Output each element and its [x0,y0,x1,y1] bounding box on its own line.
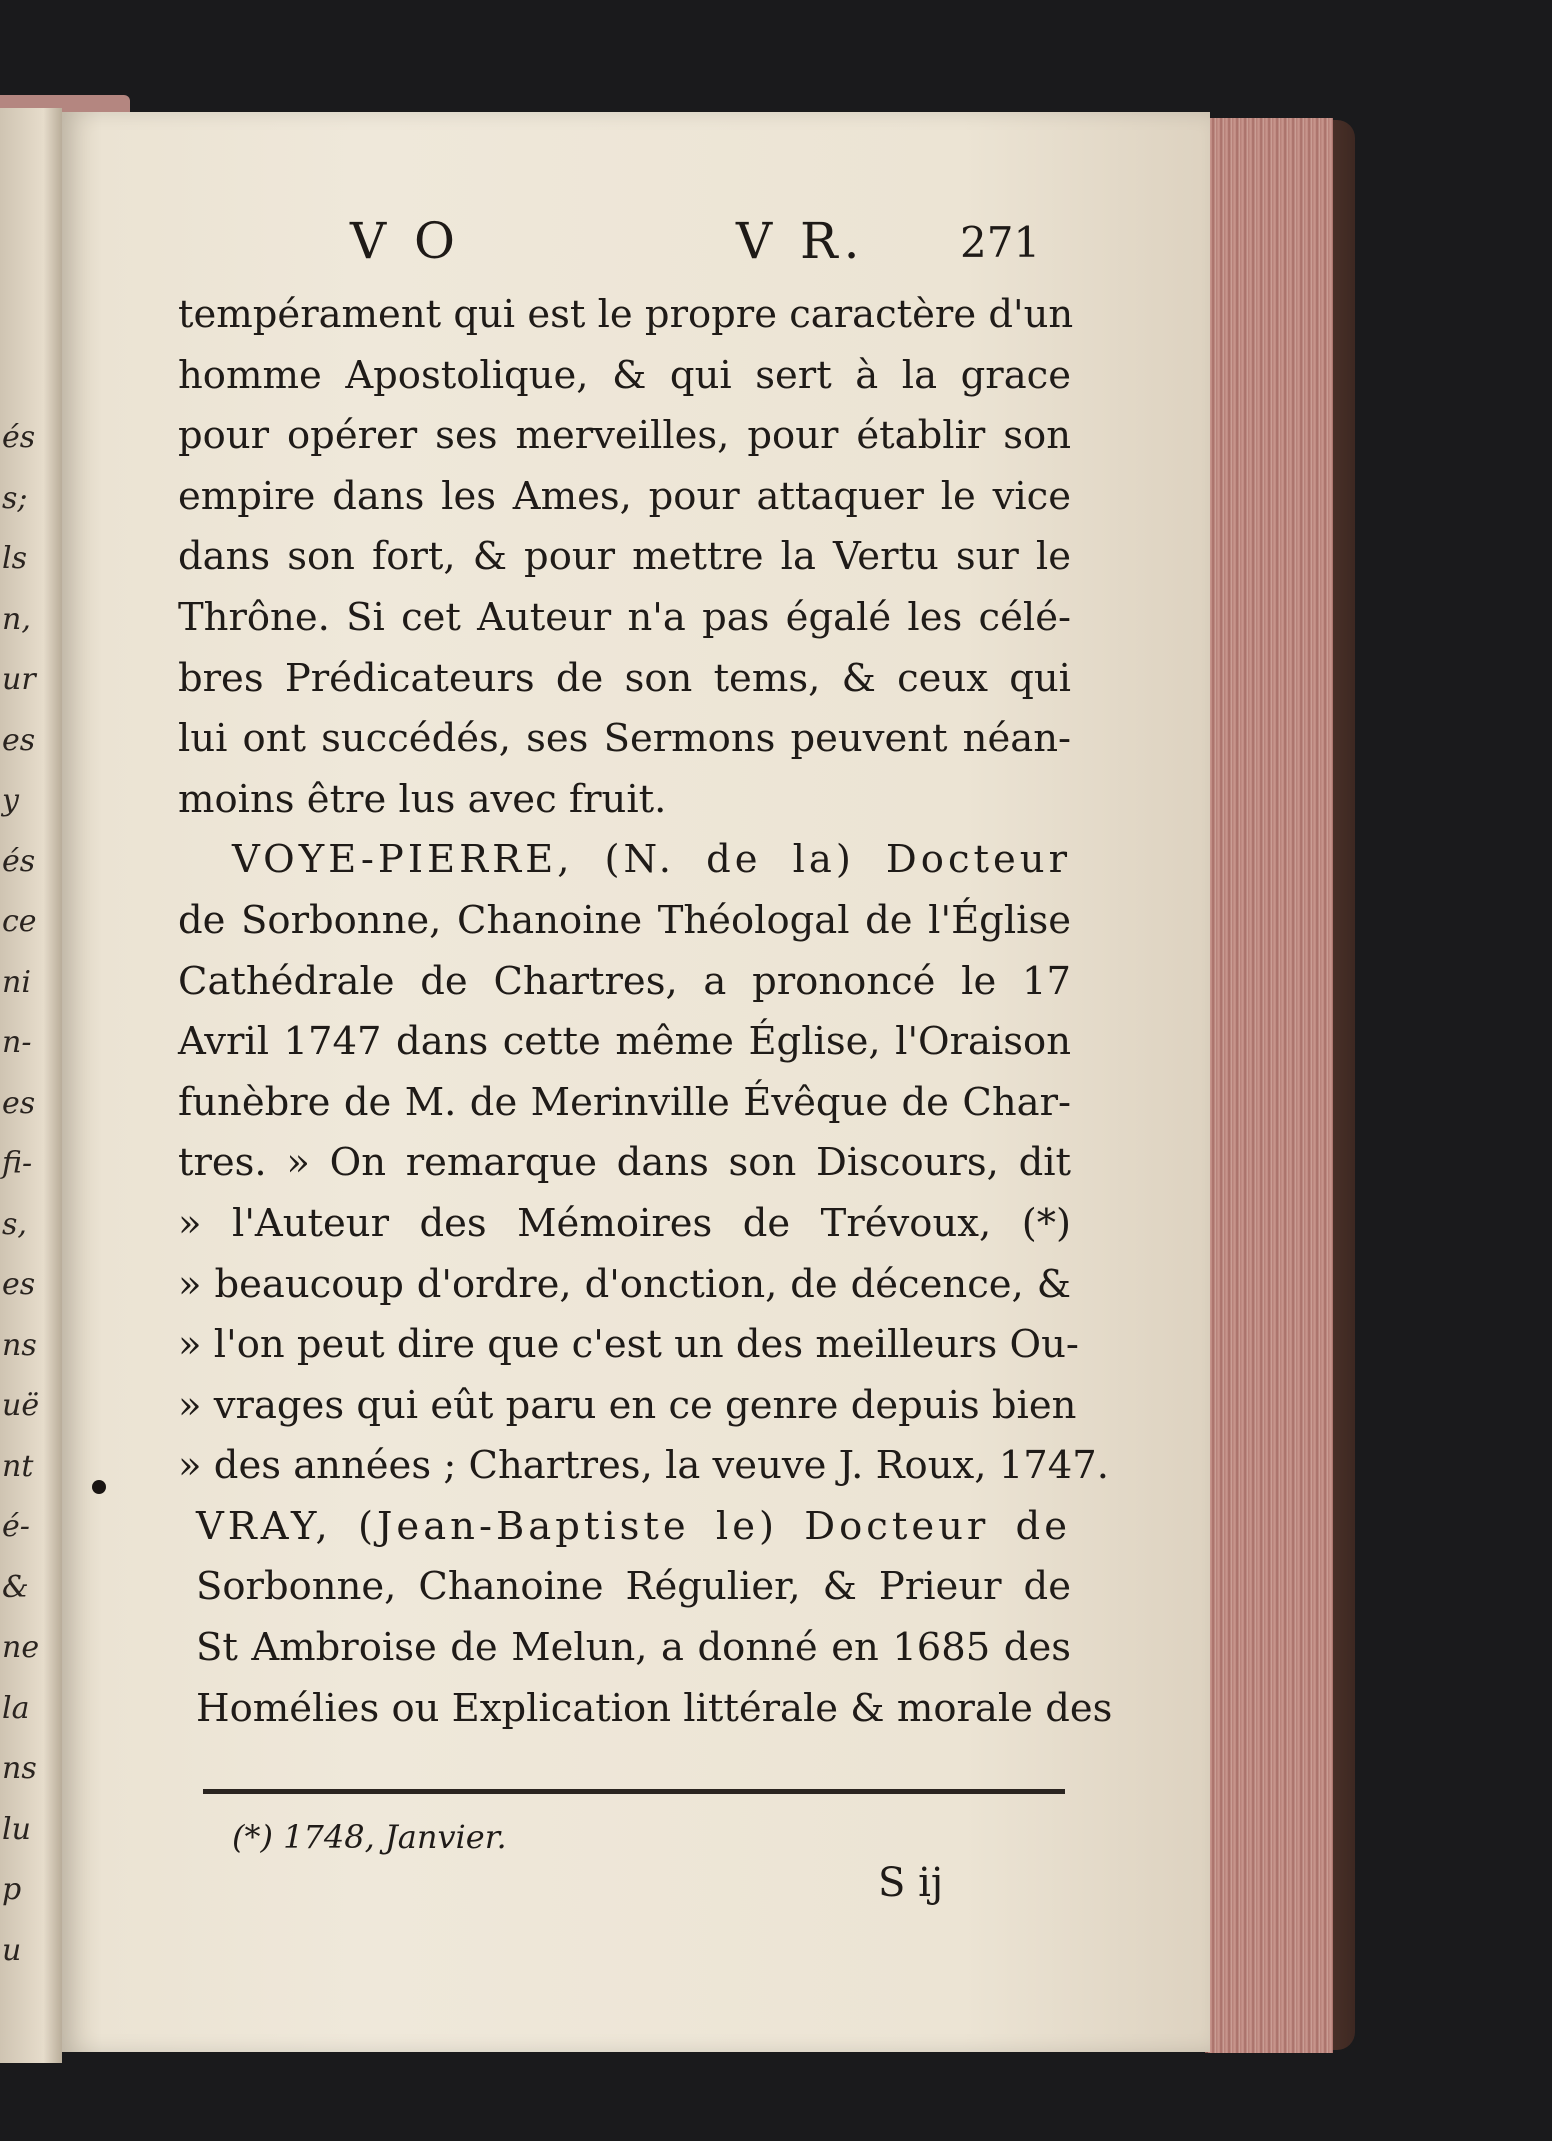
footnote: (*) 1748, Janvier. [232,1818,507,1856]
text-line: Sorbonne, Chanoine Régulier, & Prieur de [196,1564,1071,1610]
text-line: bres Prédicateurs de son tems, & ceux qui [178,655,1071,701]
text-line: Thrône. Si cet Auteur n'a pas égalé les célé- [178,594,1071,640]
page-edges [1205,118,1333,2053]
text-line: lui ont succédés, ses Sermons peuvent néan- [178,716,1071,762]
left-page-fragment: es [2,722,36,758]
page-number: 271 [960,218,1041,267]
left-page-fragment: la [2,1690,30,1726]
signature-mark: S ij [878,1860,944,1906]
left-page [0,108,62,2063]
left-page-fragment: u [2,1932,22,1968]
text-line: » beaucoup d'ordre, d'onction, de décence, & [178,1261,1071,1307]
left-page-fragment: és [2,843,36,879]
footnote-rule [203,1789,1065,1794]
entry-heading-line: VOYE-PIERRE, (N. de la) Docteur [232,837,1071,883]
text-line: » vrages qui eût paru en ce genre depuis bien [178,1382,1077,1428]
left-page-fragment: ur [2,662,36,697]
left-page-fragments [2,408,60,1981]
left-page-fragment: y [2,783,19,818]
entry-heading-line: VRAY, (Jean-Baptiste le) Docteur de [196,1503,1071,1549]
left-page-fragment: ns [2,1327,37,1363]
left-page-fragment: s; [2,480,28,516]
left-page-fragment: ni [2,964,31,1000]
left-page-fragment: és [2,420,36,455]
text-line: » l'Auteur des Mémoires de Trévoux, (*) [178,1200,1071,1246]
left-page-fragment: n- [2,1025,32,1060]
text-line: tempérament qui est le propre caractère d'un [178,292,1074,337]
text-line: Cathédrale de Chartres, a prononcé le 17 [178,958,1071,1004]
text-line: pour opérer ses merveilles, pour établir son [178,413,1071,459]
left-page-fragment: n, [2,601,31,637]
left-page-fragment: ce [2,904,37,939]
text-line: empire dans les Ames, pour attaquer le vice [178,473,1071,519]
running-head [340,212,1080,282]
running-head-middle: V R. [736,212,866,270]
left-page-fragment: s, [2,1206,27,1242]
left-page-fragment: ls [2,541,27,576]
left-page-fragment: nt [2,1448,34,1484]
left-page-fragment: & [2,1569,29,1605]
body-text [178,285,1113,1739]
left-page-fragment: ns [2,1751,37,1786]
left-page-fragment: uë [2,1388,40,1423]
text-line: de Sorbonne, Chanoine Théologal de l'Église [178,897,1071,943]
left-page-fragment: é- [2,1509,30,1544]
text-line: moins être lus avec fruit. [178,776,667,822]
text-line: dans son fort, & pour mettre la Vertu sur le [178,534,1071,580]
left-page-fragment: es [2,1267,36,1302]
text-line: » l'on peut dire que c'est un des meilleurs Ou- [178,1322,1079,1368]
ink-spot [92,1480,106,1494]
left-page-fragment: ne [2,1630,40,1665]
text-line: Avril 1747 dans cette même Église, l'Oraison [178,1019,1071,1065]
text-line: funèbre de M. de Merinville Évêque de Char- [178,1079,1071,1125]
text-line: Homélies ou Explication littérale & morale des [196,1685,1113,1731]
text-line: » des années ; Chartres, la veuve J. Roux, 1747. [178,1443,1109,1489]
left-page-fragment: fi- [2,1146,33,1181]
left-page-fragment: es [2,1085,36,1121]
running-head-left: V O [350,212,461,270]
text-line: homme Apostolique, & qui sert à la grace [178,352,1071,398]
left-page-fragment: lu [2,1811,31,1847]
text-line: St Ambroise de Melun, a donné en 1685 des [196,1625,1071,1671]
text-line: tres. » On remarque dans son Discours, dit [178,1140,1071,1186]
left-page-fragment: p [2,1872,22,1907]
